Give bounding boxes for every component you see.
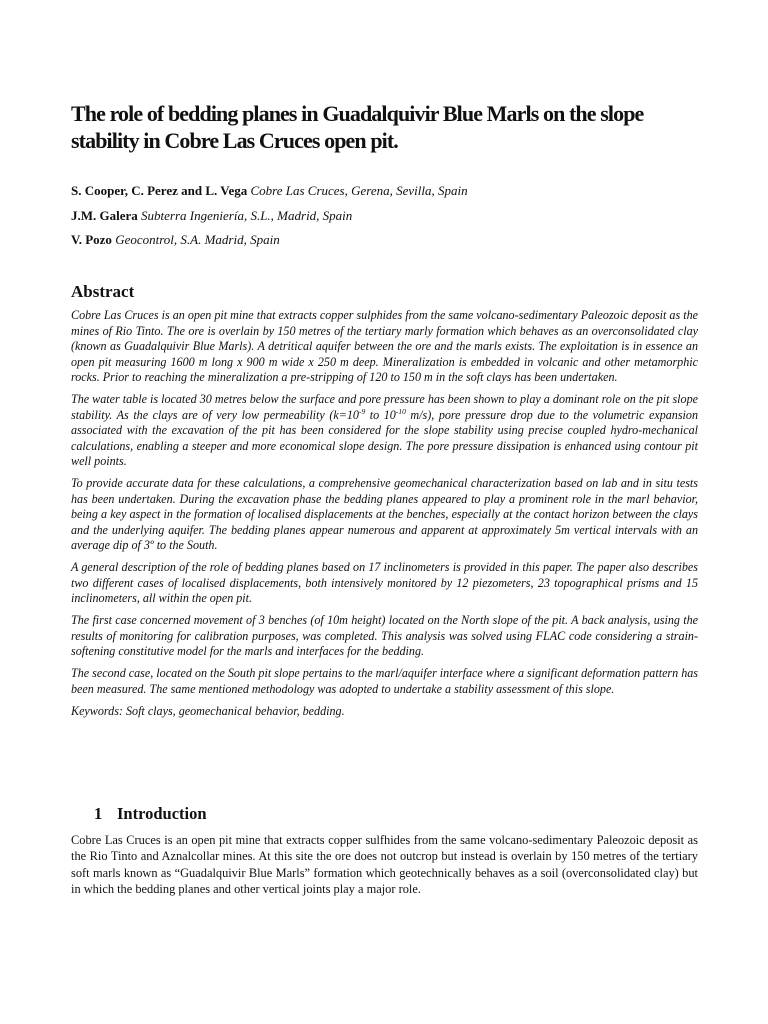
keywords: Keywords: Soft clays, geomechanical behavior, bedding. — [71, 703, 345, 718]
author-names: S. Cooper, C. Perez and L. Vega — [71, 183, 248, 198]
author-affiliation: Geocontrol, S.A. Madrid, Spain — [115, 232, 280, 247]
abstract-text: The water table is located 30 metres below the surface and pore pressure has been shown to play a dominant role on the pit slope stability. As the clays are of very low permeability (k=10 — [71, 392, 698, 422]
author-list — [71, 182, 698, 256]
abstract-text: m/s), pore pressure drop due to the volumetric expansion associated with the excavation of the pit has been considered for the slope stability using precise coupled hydro-mechanical calculations, enabling a steeper and more economical slope design. The pore pressure dissipation is enhanced using contour pit well points. — [71, 407, 698, 468]
section-heading — [94, 803, 207, 825]
abstract-heading: Abstract — [71, 282, 135, 301]
abstract-paragraph — [71, 392, 698, 470]
author-line — [71, 231, 698, 256]
author-affiliation: Cobre Las Cruces, Gerena, Sevilla, Spain — [250, 183, 468, 198]
exponent: -10 — [395, 406, 406, 416]
abstract-paragraph: The second case, located on the South pit slope pertains to the marl/aquifer interface where a significant deformation pattern has been measured. The same mentioned methodology was adopted to undertake a stability assessment of this slope. — [71, 666, 699, 696]
abstract-text: to 10 — [365, 407, 396, 422]
abstract-body — [71, 308, 698, 726]
introduction-paragraph: Cobre Las Cruces is an open pit mine that extracts copper sulfhides from the same volcano-sedimentary Paleozoic deposit as the Rio Tinto and Aznalcollar mines. At this site the ore does not outcrop but instead is overlain by 150 metres of the tertiary soft marls known as “Guadalquivir Blue Marls” formation which geotechnically behaves as a soil (overconsolidated clay) but in which the bedding planes and other vertical joints play a major role. — [71, 833, 698, 897]
exponent: -9 — [358, 406, 366, 416]
abstract-paragraph: The first case concerned movement of 3 benches (of 10m height) located on the North slope of the pit. A back analysis, using the results of monitoring for calibration purposes, was completed. This analysis was solved using FLAC code considering a strain-softening constitutive model for the marls and interfaces for the bedding. — [71, 613, 698, 658]
section-title: Introduction — [117, 804, 207, 823]
abstract-paragraph: Cobre Las Cruces is an open pit mine that extracts copper sulphides from the same volcano-sedimentary Paleozoic deposit as the mines of Rio Tinto. The ore is overlain by 150 metres of the tertiary marly formation which behaves as an overconsolidated clay (known as Guadalquivir Blue Marls). A detritical aquifer between the ore and the marls exists. The exploitation is in essence an open pit measuring 1600 m long x 900 m wide x 250 m deep. Mineralization is embedded in volcanic and other metamorphic rocks. Prior to reaching the mineralization a pre-stripping of 120 to 150 m in the soft clays has been undertaken. — [71, 308, 698, 384]
author-line — [71, 207, 698, 232]
abstract-paragraph: A general description of the role of bedding planes based on 17 inclinometers is provided in this paper. The paper also describes two different cases of localised displacements, both intensively monitored by 12 piezometers, 23 topographical prisms and 15 inclinometers, all within the open pit. — [71, 560, 698, 605]
author-names: J.M. Galera — [71, 207, 138, 223]
paper-title: The role of bedding planes in Guadalquivir Blue Marls on the slope stability in Cobre Las Cruces open pit. — [71, 101, 644, 153]
author-names: V. Pozo — [71, 232, 112, 247]
author-affiliation: Subterra Ingeniería, S.L., Madrid, Spain — [141, 207, 353, 223]
abstract-paragraph: To provide accurate data for these calculations, a comprehensive geomechanical characterization based on lab and in situ tests has been undertaken. During the excavation phase the bedding planes appeared to play a prominent role in the marl behavior, being a key aspect in the formation of localised displacements at the benches, especially at the contact horizon between the clays and the underlying aquifer. The bedding planes appear numerous and apparent at approximately 5m vertical intervals with an average dip of 3º to the South. — [71, 476, 698, 552]
section-number: 1 — [94, 804, 103, 823]
author-line — [71, 182, 698, 207]
